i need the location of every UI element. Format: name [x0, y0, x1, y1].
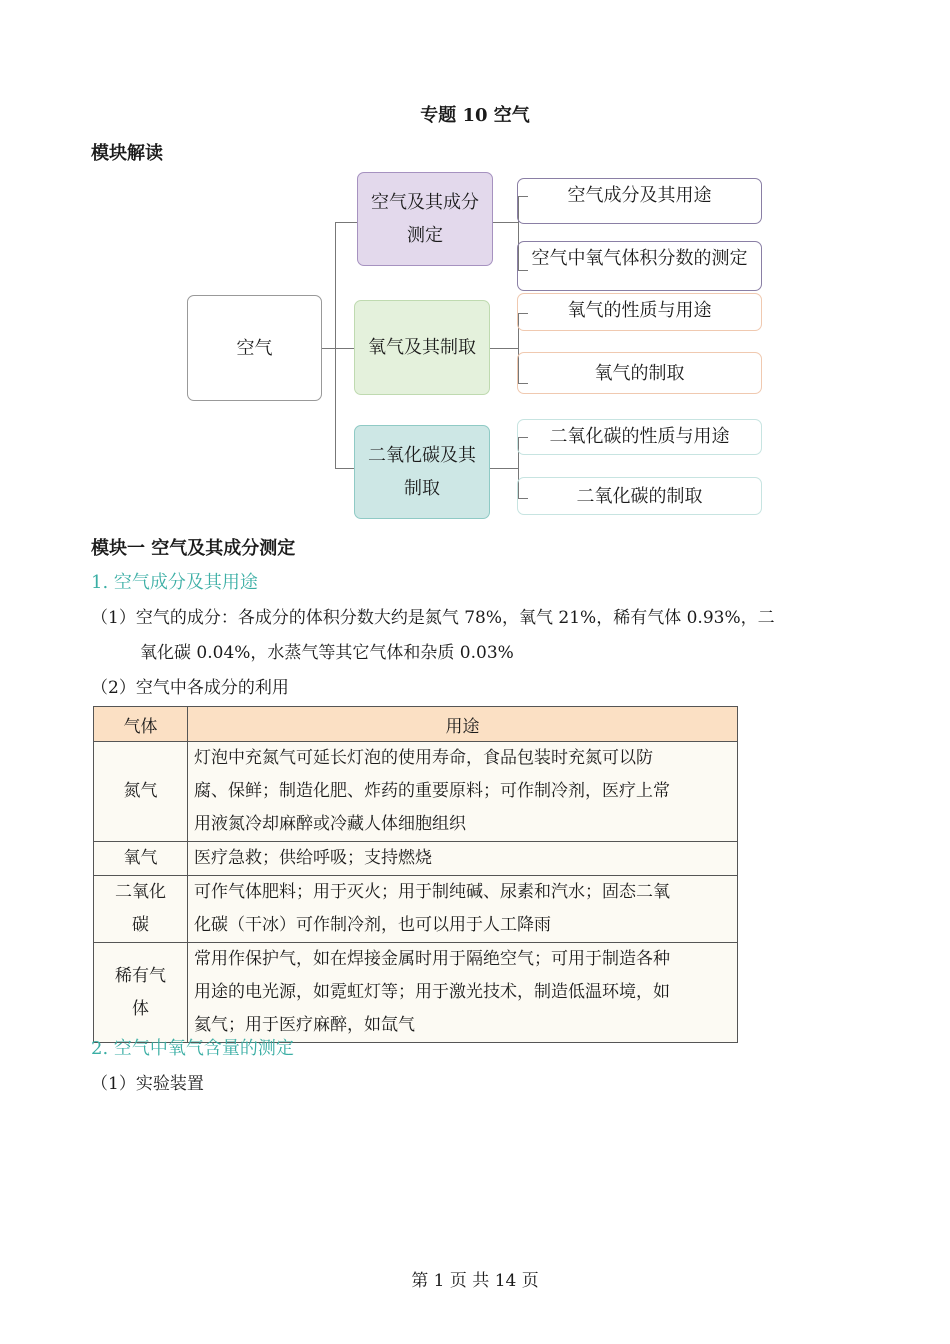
gas-name: 碳 [132, 915, 149, 935]
use-text: 氦气；用于医疗麻醉，如氙气 [194, 1015, 415, 1035]
use-text: 常用作保护气，如在焊接金属时用于隔绝空气；可用于制造各种 [194, 949, 670, 969]
leaf-label: 空气成分及其用途 [567, 185, 712, 206]
connector [489, 348, 518, 349]
connector [335, 348, 355, 349]
mindmap-leaf [517, 293, 762, 331]
mindmap-leaf [517, 178, 762, 224]
connector [489, 468, 518, 469]
mindmap-root-label: 空气 [236, 337, 273, 359]
use-cell [188, 742, 738, 842]
connector [335, 222, 358, 223]
use-text: 灯泡中充氮气可延长灯泡的使用寿命，食品包装时充氮可以防 [194, 748, 653, 768]
leaf-label: 氧气的制取 [594, 362, 685, 384]
table-header: 气体 [94, 707, 188, 742]
paragraph: （1）实验装置 [91, 1074, 204, 1094]
gas-name: 体 [132, 998, 149, 1019]
gas-name: 稀有气 [115, 965, 166, 986]
mindmap-branch-2 [354, 300, 490, 395]
use-cell [188, 943, 738, 1043]
use-text: 用液氮冷却麻醉或冷藏人体细胞组织 [194, 814, 466, 834]
branch-label: 制取 [404, 478, 440, 499]
gas-name: 氮气 [123, 781, 158, 801]
leaf-label: 氧气的性质与用途 [567, 300, 712, 321]
mindmap-branch-1 [357, 172, 493, 266]
connector [492, 222, 518, 223]
gas-cell [94, 943, 188, 1043]
table-header-row [94, 707, 738, 742]
gas-name: 氧气 [123, 848, 158, 868]
page-title: 专题 10 空气 [420, 105, 530, 126]
branch-label: 氧气及其制取 [368, 337, 476, 358]
use-cell [188, 842, 738, 876]
section-heading-reading: 模块解读 [91, 143, 163, 164]
leaf-label: 二氧化碳的制取 [576, 485, 703, 507]
mindmap-leaf [517, 477, 762, 515]
table-row [94, 876, 738, 943]
table-row [94, 842, 738, 876]
subsection-heading: 1. 空气成分及其用途 [91, 572, 258, 593]
connector [335, 222, 336, 468]
paragraph: 氧化碳 0.04%，水蒸气等其它气体和杂质 0.03% [140, 643, 514, 663]
page-footer: 第 1 页 共 14 页 [411, 1271, 539, 1291]
mindmap-leaf [517, 419, 762, 455]
use-text: 可作气体肥料；用于灭火；用于制纯碱、尿素和汽水；固态二氧 [194, 882, 670, 902]
gas-cell [94, 876, 188, 943]
gas-cell [94, 842, 188, 876]
module-heading: 模块一 空气及其成分测定 [91, 538, 296, 559]
use-cell [188, 876, 738, 943]
use-text: 腐、保鲜；制造化肥、炸药的重要原料；可作制冷剂，医疗上常 [194, 781, 670, 801]
branch-label: 测定 [407, 225, 443, 246]
table-row [94, 742, 738, 842]
mindmap-leaf [517, 241, 762, 291]
branch-label: 二氧化碳及其 [368, 445, 476, 466]
gas-name: 二氧化 [115, 882, 166, 902]
use-text: 化碳（干冰）可作制冷剂，也可以用于人工降雨 [194, 915, 551, 935]
paragraph: （1）空气的成分：各成分的体积分数大约是氮气 78%，氧气 21%，稀有气体 0.93%，二 [91, 608, 775, 628]
gas-cell [94, 742, 188, 842]
table-header: 用途 [188, 707, 738, 742]
table-row [94, 943, 738, 1043]
use-text: 用途的电光源，如霓虹灯等；用于激光技术，制造低温环境，如 [194, 982, 670, 1002]
connector [335, 468, 355, 469]
mindmap-leaf [517, 352, 762, 394]
subsection-heading: 2. 空气中氧气含量的测定 [91, 1038, 294, 1059]
branch-label: 空气及其成分 [371, 192, 479, 213]
mindmap-branch-3 [354, 425, 490, 519]
leaf-label: 空气中氧气体积分数的测定 [531, 248, 748, 269]
gas-uses-table [93, 706, 738, 1043]
use-text: 医疗急救；供给呼吸；支持燃烧 [194, 848, 432, 868]
connector [321, 348, 335, 349]
paragraph: （2）空气中各成分的利用 [91, 678, 289, 698]
leaf-label: 二氧化碳的性质与用途 [549, 426, 730, 447]
mindmap-root [187, 295, 322, 401]
